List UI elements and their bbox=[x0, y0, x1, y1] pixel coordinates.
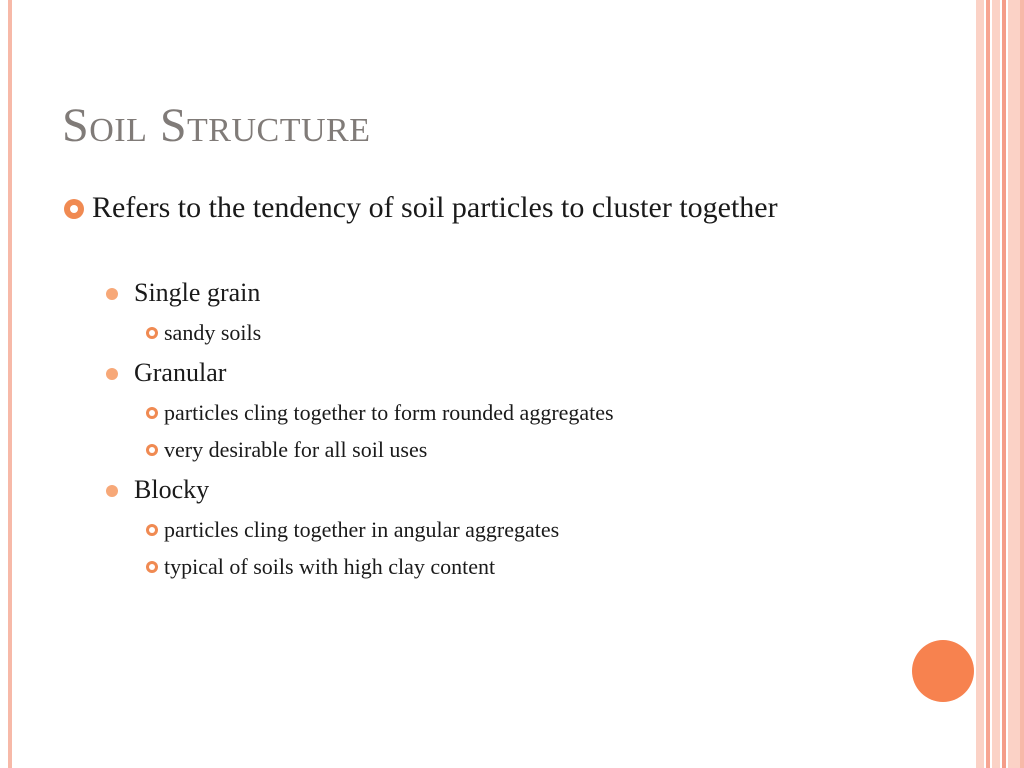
bullet-ring-small-icon bbox=[146, 407, 158, 419]
subtopic-label: Single grain bbox=[134, 278, 261, 307]
stripe bbox=[992, 0, 1000, 768]
subtopic-detail: very desirable for all soil uses bbox=[164, 437, 428, 462]
stripe bbox=[1008, 0, 1020, 768]
stripe bbox=[1002, 0, 1006, 768]
bullet-dot-icon bbox=[106, 485, 118, 497]
bullet-dot-icon bbox=[106, 288, 118, 300]
subtopic-detail: sandy soils bbox=[164, 320, 262, 345]
subtopic-detail: particles cling together to form rounded aggregates bbox=[164, 400, 614, 425]
stripe bbox=[986, 0, 990, 768]
subtopic-detail: typical of soils with high clay content bbox=[164, 554, 496, 579]
slide-title: Soil Structure bbox=[62, 99, 371, 152]
subtopic-label: Blocky bbox=[134, 475, 210, 504]
bullet-ring-small-icon bbox=[146, 444, 158, 456]
bullet-ring-small-icon bbox=[146, 561, 158, 573]
bullet-dot-icon bbox=[106, 368, 118, 380]
main-bullet-text: Refers to the tendency of soil particles to cluster together bbox=[92, 191, 778, 224]
decorative-circle bbox=[912, 640, 974, 702]
stripe bbox=[1020, 0, 1024, 768]
bullet-ring-small-icon bbox=[146, 327, 158, 339]
bullet-ring-small-icon bbox=[146, 524, 158, 536]
subtopic-label: Granular bbox=[134, 358, 227, 387]
stripe bbox=[976, 0, 984, 768]
subtopic-detail: particles cling together in angular aggregates bbox=[164, 517, 560, 542]
right-decorative-stripes bbox=[976, 0, 1024, 768]
bullet-ring-icon bbox=[64, 199, 84, 219]
